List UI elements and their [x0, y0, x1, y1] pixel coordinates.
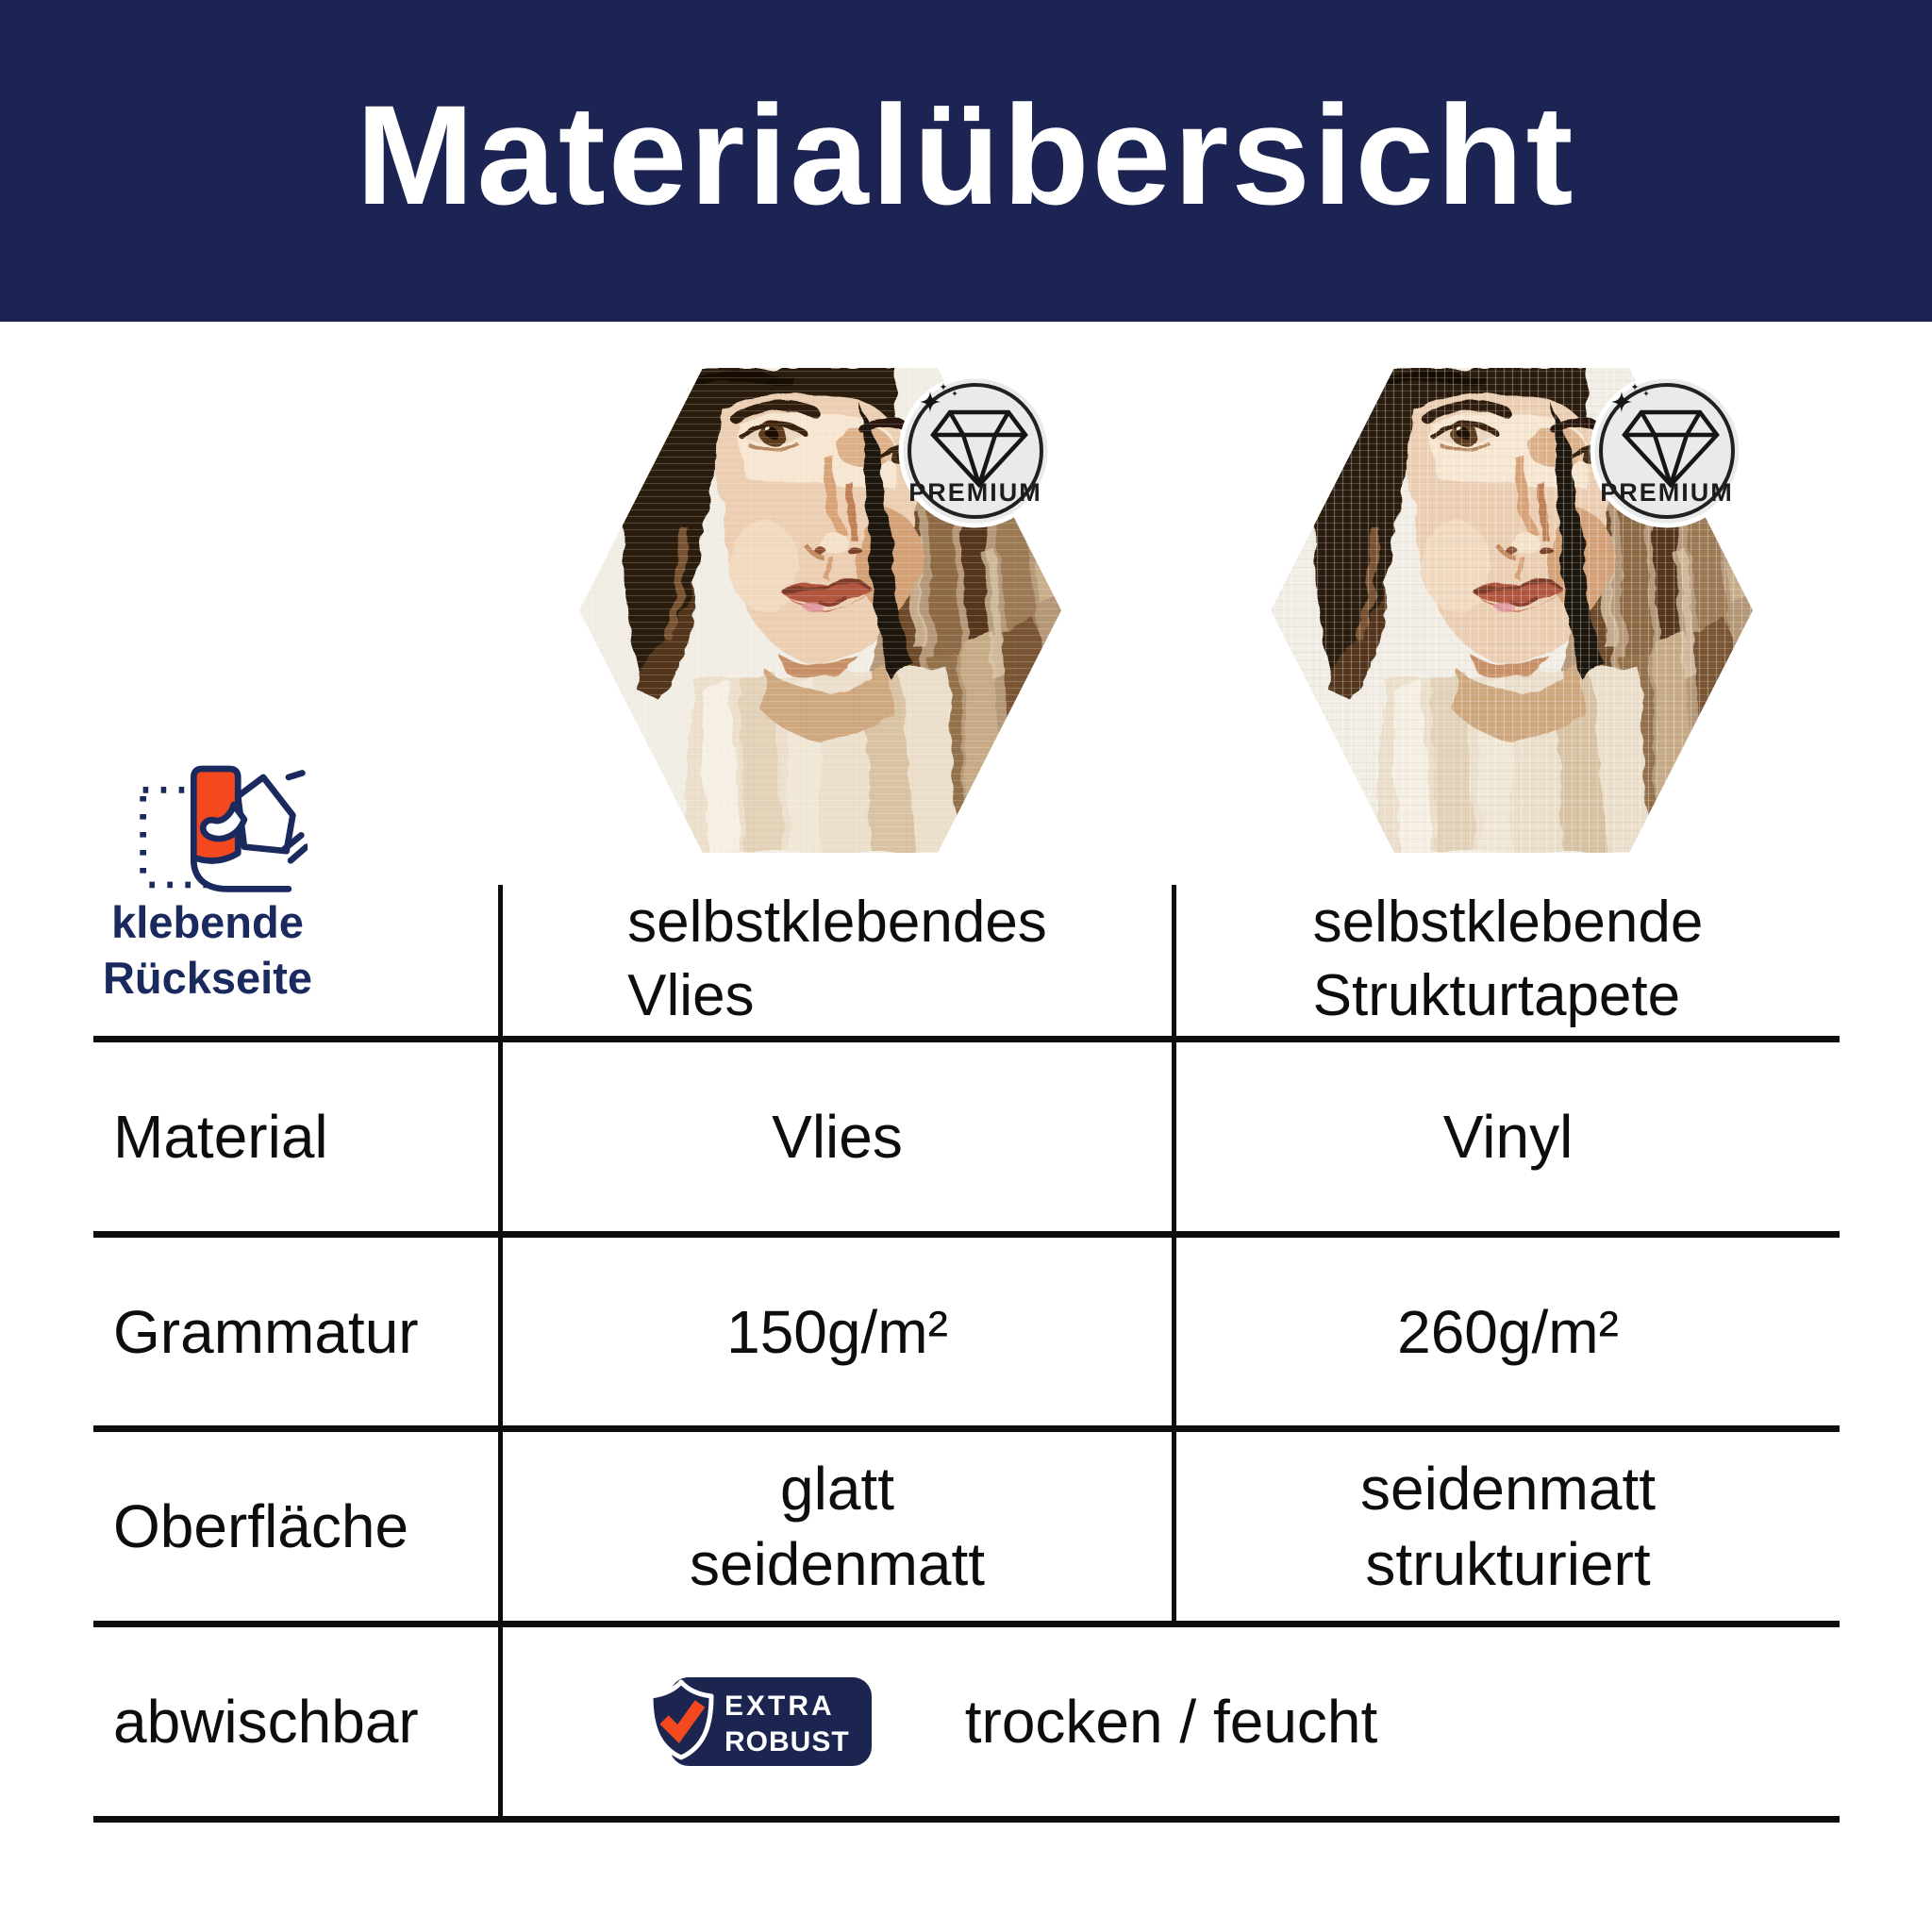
column-header-struktur: [1176, 885, 1840, 1034]
row-label-oberflaeche: Oberfläche: [113, 1492, 409, 1560]
page-title: Materialübersicht: [356, 75, 1576, 234]
table-line: [93, 1036, 1840, 1042]
peel-hand-icon: [128, 760, 308, 903]
cell-grammatur-col1: 150g/m²: [726, 1297, 948, 1366]
adhesive-back-label: [80, 894, 335, 1006]
cell-abwischbar-value: trocken / feucht: [964, 1688, 1378, 1756]
row-label-grammatur: Grammatur: [113, 1297, 419, 1366]
premium-badge-label: PREMIUM: [1600, 478, 1734, 507]
cell-grammatur-col2: 260g/m²: [1397, 1297, 1619, 1366]
column-header-vlies: [503, 885, 1172, 1034]
row-label-material: Material: [113, 1103, 328, 1171]
column-header-line: selbstklebendes: [627, 890, 1047, 955]
premium-badge-label: PREMIUM: [908, 478, 1042, 507]
premium-badge: [898, 374, 1053, 528]
cell-material-vlies: Vlies: [772, 1103, 903, 1171]
column-header-line: Strukturtapete: [1312, 963, 1681, 1028]
column-header-line: selbstklebende: [1312, 890, 1704, 955]
adhesive-back-line1: klebende: [111, 897, 304, 947]
cell-oberflaeche-col1: [503, 1432, 1172, 1621]
cell-line: seidenmatt: [689, 1530, 986, 1598]
cell-oberflaeche-col2: [1176, 1432, 1840, 1621]
extra-robust-line2: ROBUST: [724, 1726, 850, 1757]
cell-material-vinyl: Vinyl: [1442, 1103, 1574, 1171]
adhesive-back-line2: Rückseite: [102, 953, 313, 1003]
column-header-line: Vlies: [627, 963, 755, 1028]
header-band: [0, 0, 1932, 322]
premium-badge: [1590, 374, 1744, 528]
extra-robust-badge: [638, 1668, 887, 1777]
cell-line: strukturiert: [1365, 1530, 1651, 1598]
row-label-abwischbar: abwischbar: [113, 1688, 419, 1756]
table-line: [93, 1621, 1840, 1627]
table-line: [93, 1816, 1840, 1823]
table-line: [93, 1425, 1840, 1432]
cell-line: seidenmatt: [1359, 1455, 1657, 1523]
extra-robust-line1: EXTRA: [724, 1690, 835, 1722]
table-line: [93, 1231, 1840, 1238]
cell-line: glatt: [780, 1455, 894, 1523]
